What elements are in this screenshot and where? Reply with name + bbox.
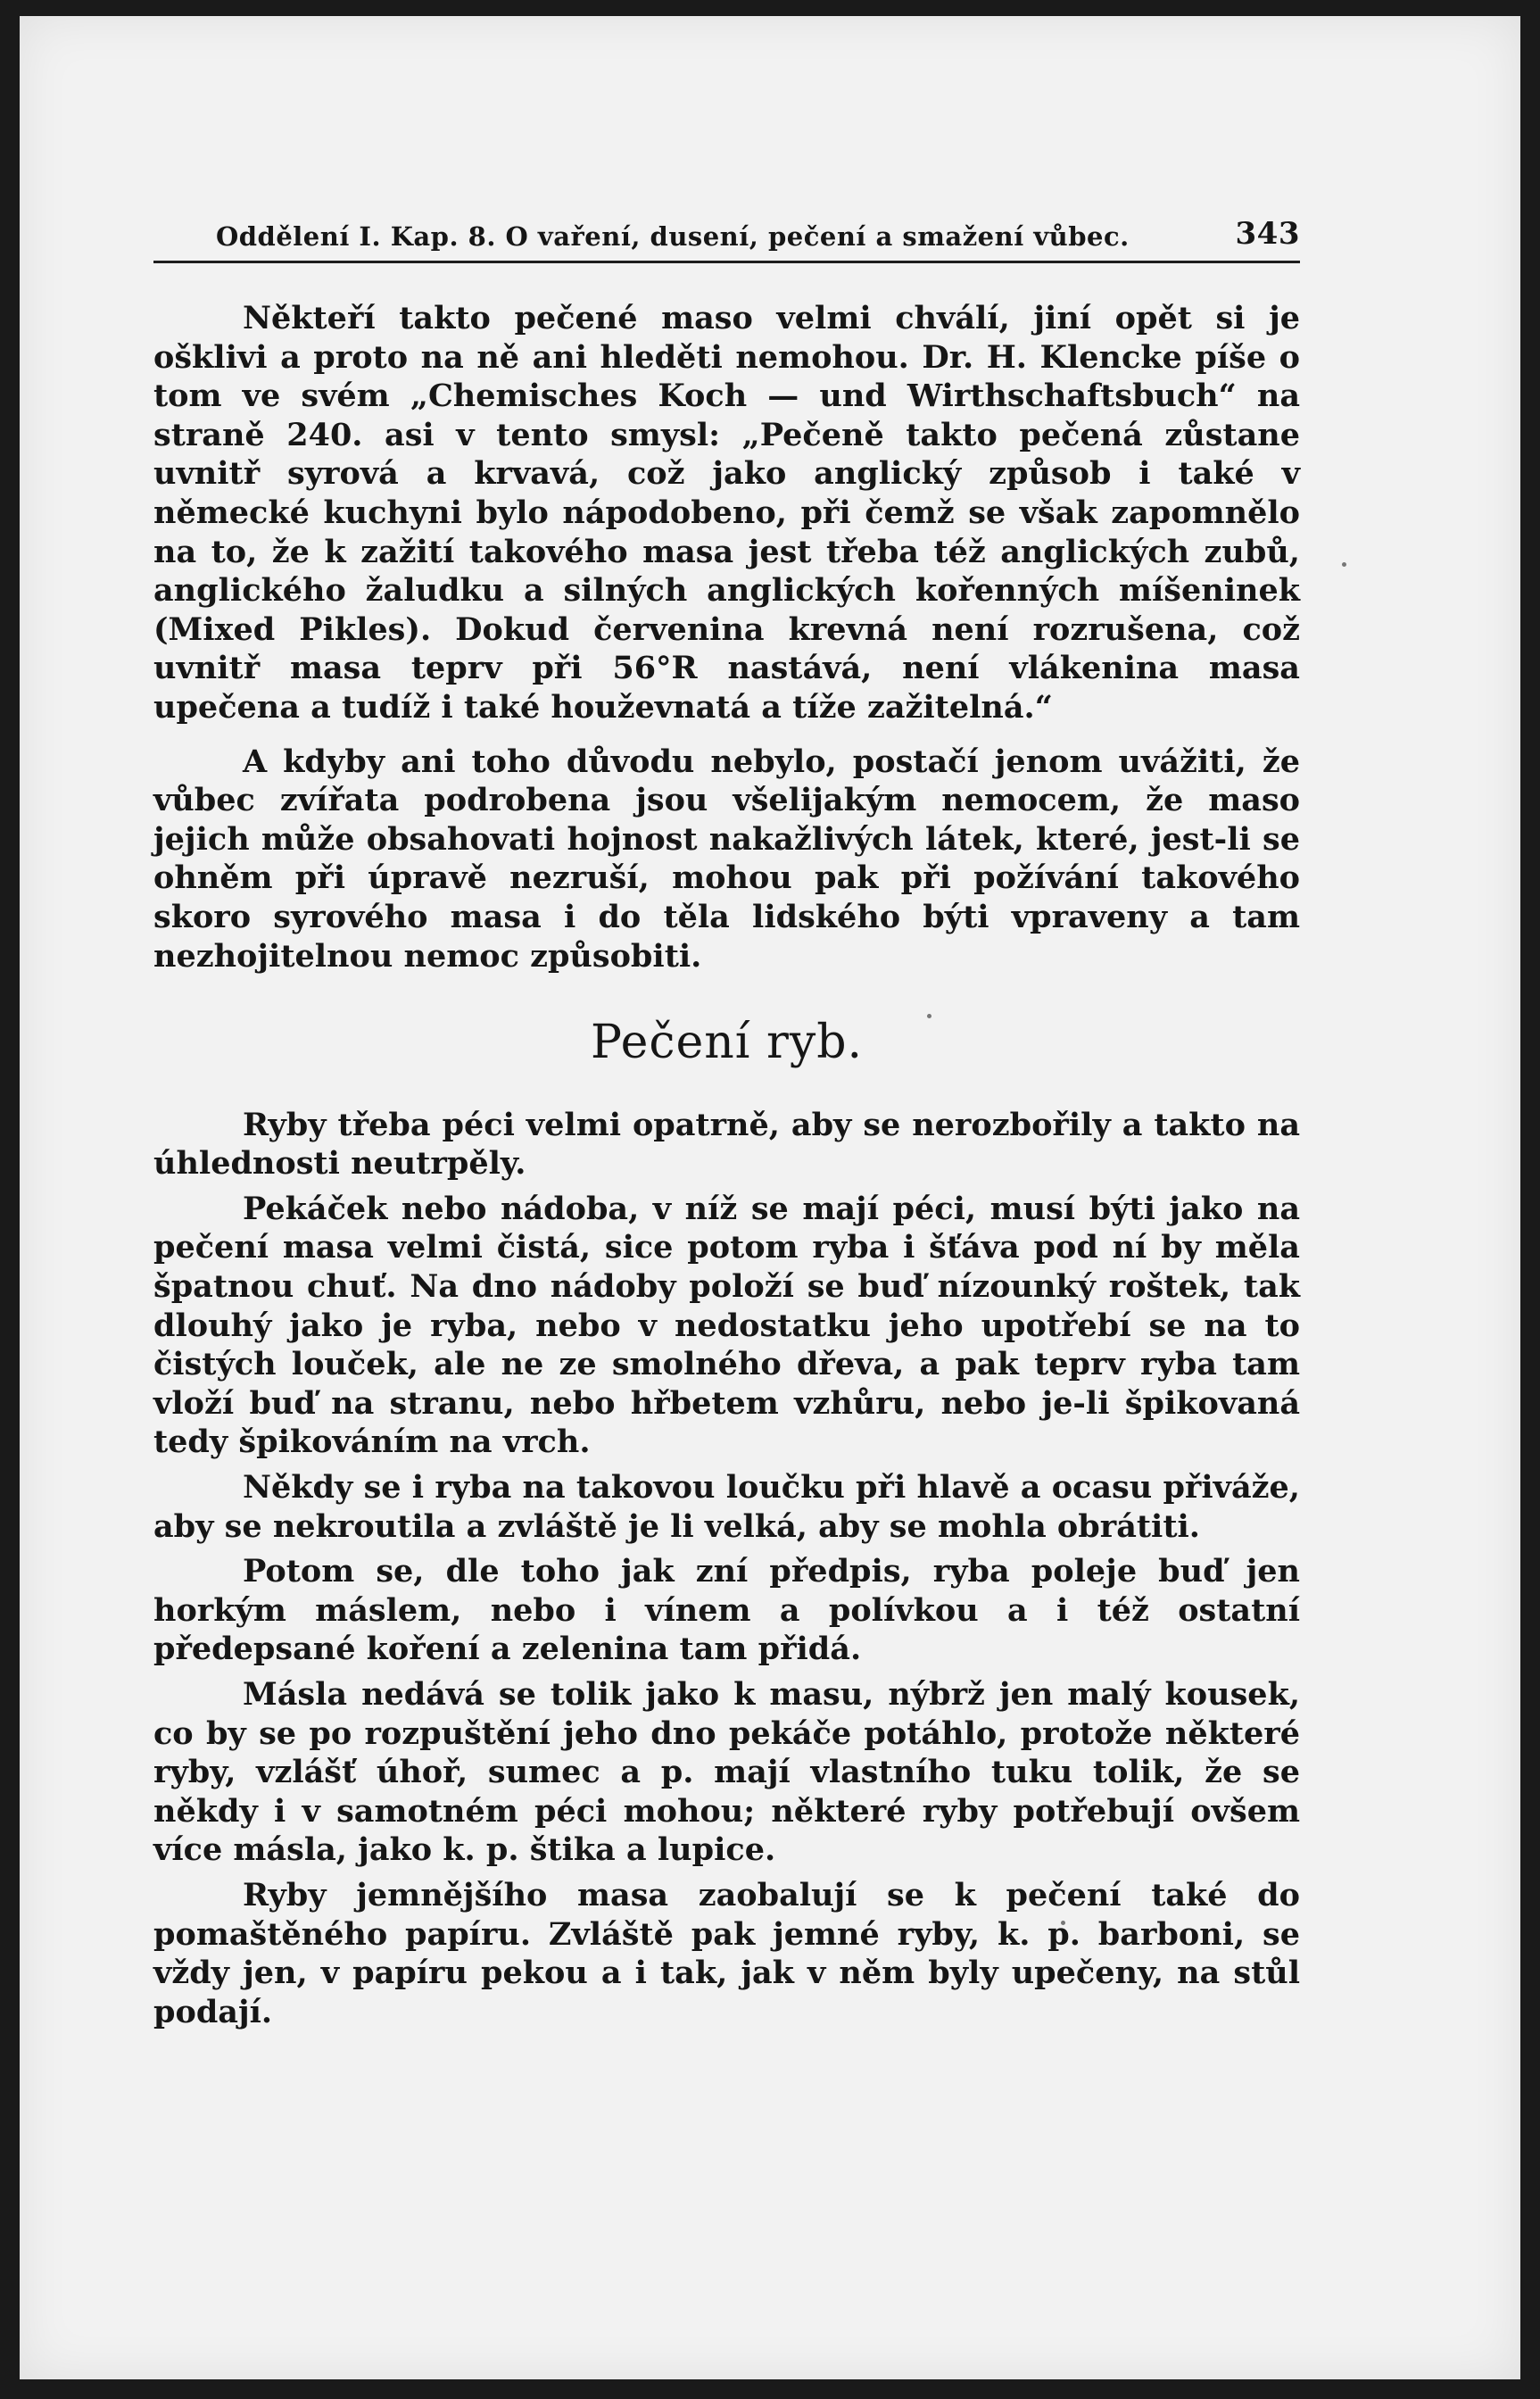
paragraph: A kdyby ani toho důvodu nebylo, postačí jenom uvážiti, že vůbec zvířata podrobena jsou všelijakým nemocem, že maso jejich může obsahovati hojnost nakažlivých látek, které, jest-li se ohněm při úpravě nezruší, mohou pak při požívání takového skoro syrového masa i do těla lidského býti vpraveny a tam nezhojitelnou nemoc způsobiti. — [153, 743, 1300, 975]
section-meat-roasting — [153, 299, 1300, 2031]
paragraph: Ryby jemnějšího masa zaobalují se k pečení také do pomaštěného papíru. Zvláště pak jemné ryby, k. p. barboni, se vždy jen, v papíru pekou a i tak, jak v něm byly upečeny, na stůl podají. — [153, 1876, 1300, 2030]
page-number: 343 — [1235, 216, 1300, 252]
paragraph: Někdy se i ryba na takovou loučku při hlavě a ocasu přiváže, aby se nekroutila a zvláště je li velká, aby se mohla obrátiti. — [153, 1469, 1300, 1545]
book-page — [20, 16, 1520, 2379]
paragraph: Pekáček nebo nádoba, v níž se mají péci, musí býti jako na pečení masa velmi čistá, sice potom ryba i šťáva pod ní by měla špatnou chuť. Na dno nádoby položí se buď nízounký roštek, tak dlouhý jako je ryba, nebo v nedostatku jeho upotřebí se na to čistých louček, ale ne ze smolného dřeva, a pak teprv ryba tam vloží buď na stranu, nebo hřbetem vzhůru, nebo je-li špikovaná tedy špikováním na vrch. — [153, 1190, 1300, 1461]
running-title: Oddělení I. Kap. 8. O vaření, dusení, pečení a smažení vůbec. — [216, 221, 1130, 252]
text-column — [153, 203, 1300, 2031]
paper-speck — [1342, 562, 1346, 567]
paragraph: Potom se, dle toho jak zní předpis, ryba poleje buď jen horkým máslem, nebo i vínem a polívkou a i též ostatní předepsané koření a zelenina tam přidá. — [153, 1553, 1300, 1668]
section-heading: Pečení ryb. — [590, 1016, 864, 1070]
header-rule — [153, 261, 1300, 263]
paragraph: Ryby třeba péci velmi opatrně, aby se nerozbořily a takto na úhlednosti neutrpěly. — [153, 1106, 1300, 1183]
paragraph: Někteří takto pečené maso velmi chválí, jiní opět si je ošklivi a proto na ně ani hleděti nemohou. Dr. H. Klencke píše o tom ve svém „Chemisches Koch — und Wirthschaftsbuch“ na straně 240. asi v tento smysl: „Pečeně takto pečená zůstane uvnitř syrová a krvavá, což jako anglický způsob i také v německé kuchyni bylo nápodobeno, při čemž se však zapomnělo na to, že k zažití takového masa jest třeba též anglických zubů, anglického žaludku a silných anglických kořenných míšeninek (Mixed Pikles). Dokud červenina krevná není rozrušena, což uvnitř masa teprv při 56°R nastává, není vlákenina masa upečena a tudíž i také houževnatá a tíže zažitelná.“ — [153, 300, 1300, 726]
running-header — [153, 203, 1300, 257]
paragraph: Másla nedává se tolik jako k masu, nýbrž jen malý kousek, co by se po rozpuštění jeho dno pekáče potáhlo, protože některé ryby, vzlášť úhoř, sumec a p. mají vlastního tuku tolik, že se někdy i v samotném péci mohou; některé ryby potřebují ovšem více másla, jako k. p. štika a lupice. — [153, 1676, 1300, 1869]
